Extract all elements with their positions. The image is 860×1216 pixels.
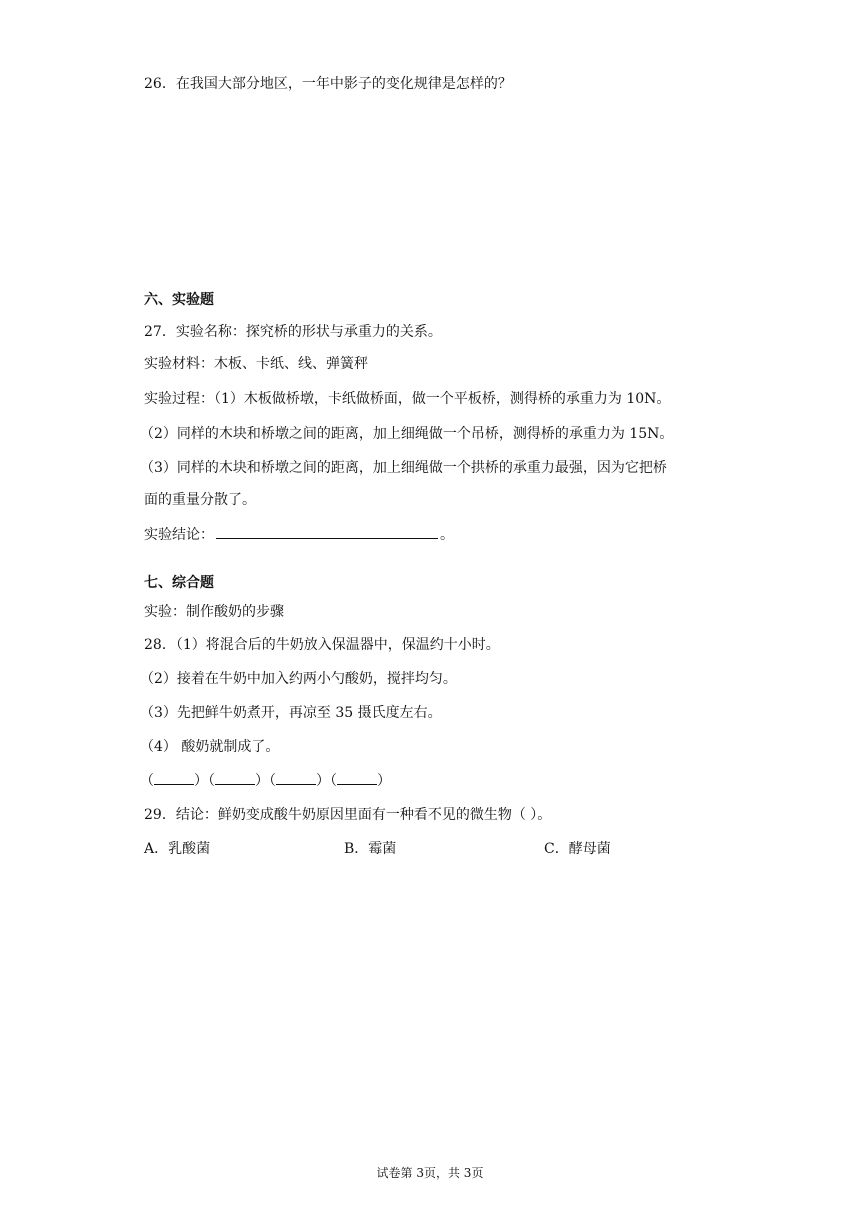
conclusion-label: 实验结论： <box>144 527 214 543</box>
paren-open: （ <box>208 773 215 789</box>
paren-open: （ <box>330 773 337 789</box>
order-blank-3[interactable] <box>276 770 316 785</box>
page-footer: 试卷第 3页，共 3页 <box>376 1166 484 1180</box>
order-blank-2[interactable] <box>215 770 255 785</box>
question-27-process-1: 实验过程：（1）木板做桥墩，卡纸做桥面，做一个平板桥，测得桥的承重力为 10N。 <box>144 391 671 407</box>
question-28-step-4: （4） 酸奶就制成了。 <box>140 739 280 755</box>
paren-open: （ <box>140 773 154 789</box>
question-27-conclusion <box>144 524 454 545</box>
paren-close: ） <box>316 773 330 789</box>
paren-close: ） <box>377 773 391 789</box>
question-27-materials: 实验材料：木板、卡纸、线、弹簧秤 <box>144 356 368 372</box>
order-blank-1[interactable] <box>154 770 194 785</box>
question-28-step-3: （3）先把鲜牛奶煮开，再凉至 35 摄氏度左右。 <box>140 705 442 721</box>
question-27-process-3b: 面的重量分散了。 <box>144 492 256 508</box>
question-27-title: 27．实验名称：探究桥的形状与承重力的关系。 <box>144 324 442 340</box>
question-27-process-2: （2）同样的木块和桥墩之间的距离，加上细绳做一个吊桥，测得桥的承重力为 15N。 <box>140 426 674 442</box>
order-blank-4[interactable] <box>337 770 377 785</box>
question-28-step-1: 28．（1）将混合后的牛奶放入保温器中，保温约十小时。 <box>144 637 500 653</box>
paren-close: ） <box>194 773 208 789</box>
conclusion-answer-blank[interactable] <box>216 524 438 539</box>
q29-option-c[interactable]: C．酵母菌 <box>544 841 611 857</box>
paren-open: （ <box>269 773 276 789</box>
question-27-process-3a: （3）同样的木块和桥墩之间的距离，加上细绳做一个拱桥的承重力最强，因为它把桥 <box>140 460 667 476</box>
q29-option-a[interactable]: A．乳酸菌 <box>144 841 211 857</box>
question-26: 26．在我国大部分地区，一年中影子的变化规律是怎样的？ <box>144 76 512 92</box>
q29-option-b[interactable]: B．霉菌 <box>344 841 397 857</box>
experiment-title: 实验：制作酸奶的步骤 <box>144 604 284 620</box>
question-28-order-blanks <box>140 770 391 791</box>
question-28-step-2: （2）接着在牛奶中加入约两小勺酸奶，搅拌均匀。 <box>140 671 457 687</box>
section-7-heading: 七、综合题 <box>144 575 214 591</box>
paren-close: ） <box>255 773 269 789</box>
section-6-heading: 六、实验题 <box>144 292 214 308</box>
question-29-stem: 29．结论：鲜奶变成酸牛奶原因里面有一种看不见的微生物（ ）。 <box>144 807 552 823</box>
conclusion-end: 。 <box>440 527 454 543</box>
